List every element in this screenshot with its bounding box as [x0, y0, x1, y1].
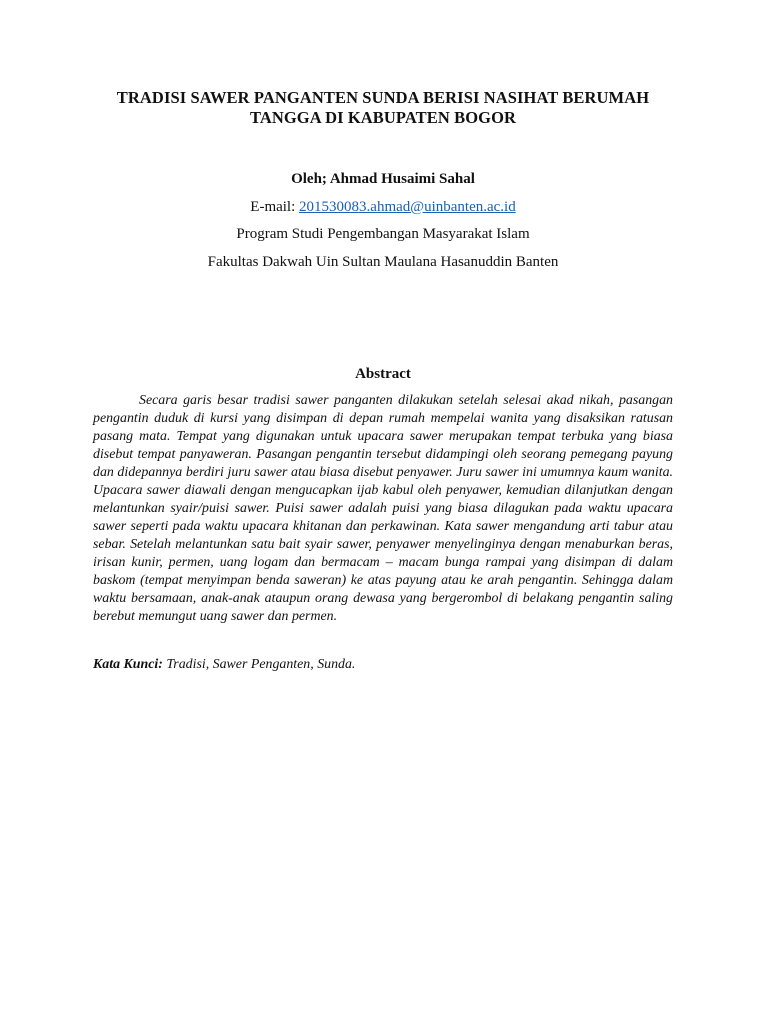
- paper-title: TRADISI SAWER PANGANTEN SUNDA BERISI NASIHAT BERUMAH TANGGA DI KABUPATEN BOGOR: [116, 88, 650, 127]
- program-name: Program Studi Pengembangan Masyarakat Islam: [236, 226, 530, 242]
- email-link[interactable]: 201530083.ahmad@uinbanten.ac.id: [299, 198, 516, 215]
- email-label: E-mail:: [250, 198, 300, 215]
- keywords-label: Kata Kunci:: [93, 657, 163, 672]
- author-block: [93, 170, 673, 280]
- email-line: [93, 198, 673, 226]
- faculty-name: Fakultas Dakwah Uin Sultan Maulana Hasanuddin Banten: [207, 253, 559, 270]
- abstract-heading: Abstract: [355, 366, 411, 382]
- author-name: Oleh; Ahmad Husaimi Sahal: [291, 171, 475, 187]
- abstract-body: Secara garis besar tradisi sawer panganten dilakukan setelah selesai akad nikah, pasangan pengantin duduk di kursi yang disimpan di depan rumah mempelai wanita yang disaksikan ratusan pasang mata. Tempat yang digunakan untuk upacara sawer merupakan tempat terbuka yang biasa disebut tempat panyaweran. Pasangan pengantin tersebut didampingi oleh seorang pemegang payung dan didepannya berdiri juru sawer atau biasa disebut penyawer. Juru sawer ini umumnya kaum wanita. Upacara sawer diawali dengan mengucapkan ijab kabul oleh penyawer, kemudian dilanjutkan dengan melantunkan syair/puisi sawer. Puisi sawer adalah puisi yang biasa dilagukan pada waktu upacara sawer seperti pada waktu upacara khitanan dan perkawinan. Kata sawer mengandung arti tabur atau sebar. Setelah melantunkan satu bait syair sawer, penyawer menyelinginya dengan menaburkan beras, irisan kunir, permen, uang logam dan bermacam – macam bunga rampai yang disimpan di dalam baskom (tempat menyimpan benda saweran) ke atas payung atau ke arah pengantin. Sehingga dalam waktu bersamaan, anak-anak ataupun orang dewasa yang bergerombol di belakang pengantin saling berebut memungut uang sawer dan permen.: [93, 393, 673, 624]
- keywords-text: Tradisi, Sawer Penganten, Sunda.: [162, 657, 356, 672]
- keywords-line: [93, 656, 673, 674]
